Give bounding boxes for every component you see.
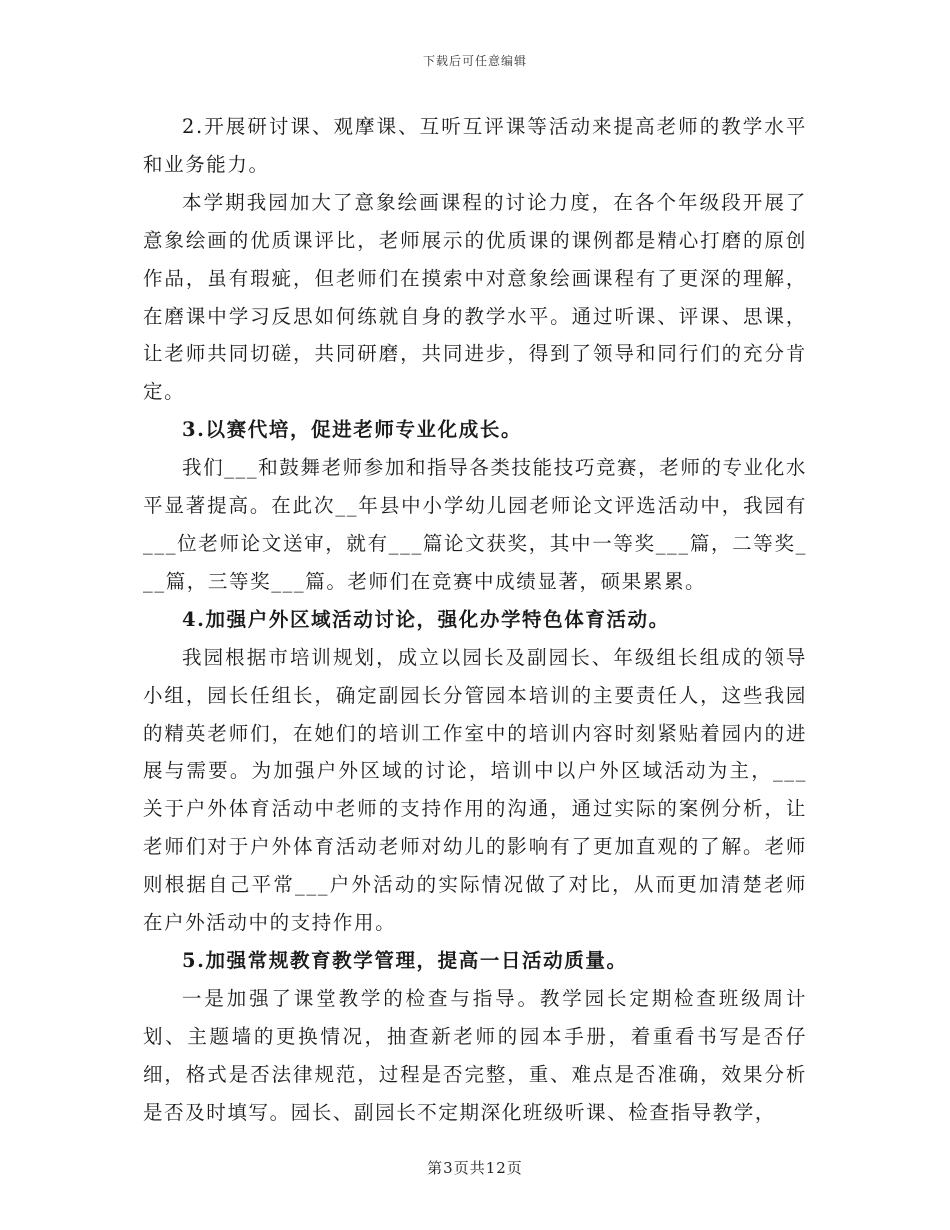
section-4-heading: 4.加强户外区域活动讨论，强化办学特色体育活动。 — [182, 607, 670, 631]
section-3-heading: 3.以赛代培，促进老师专业化成长。 — [182, 418, 523, 442]
section-2-body: 本学期我园加大了意象绘画课程的讨论力度，在各个年级段开展了意象绘画的优质课评比，老师展示的优质课的课例都是精心打磨的原创作品，虽有瑕疵，但老师们在摸索中对意象绘画课程有了更深的理解，在磨课中学习反思如何练就自身的教学水平。通过听课、评课、思课，让老师共同切磋，共同研磨，共同进步，得到了领导和同行们的充分肯定。 — [143, 190, 807, 404]
page-header-note: 下载后可任意编辑 — [422, 54, 527, 68]
section-5-heading: 5.加强常规教育教学管理，提高一日活动质量。 — [182, 948, 628, 972]
section-3-body: 我们___和鼓舞老师参加和指导各类技能技巧竞赛，老师的专业化水平显著提高。在此次__年县中小学幼儿园老师论文评选活动中，我园有___位老师论文送审，就有___篇论文获奖，其中一等奖___篇，二等奖___篇，三等奖___篇。老师们在竞赛中成绩显著，硕果累累。 — [143, 456, 807, 593]
document-body — [143, 108, 807, 1131]
section-5-body: 一是加强了课堂教学的检查与指导。教学园长定期检查班级周计划、主题墙的更换情况，抽查新老师的园本手册，着重看书写是否仔细，格式是否法律规范，过程是否完整，重、难点是否准确，效果分析是否及时填写。园长、副园长不定期深化班级听课、检查指导教学， — [143, 986, 807, 1124]
section-2-heading: 2.开展研讨课、观摩课、互听互评课等活动来提高老师的教学水平和业务能力。 — [143, 115, 807, 176]
page-number-footer: 第3页共12页 — [427, 1159, 523, 1177]
section-4-body: 我园根据市培训规划，成立以园长及副园长、年级组长组成的领导小组，园长任组长，确定副园长分管园本培训的主要责任人，这些我园的精英老师们，在她们的培训工作室中的培训内容时刻紧贴着园内的进展与需要。为加强户外区域的讨论，培训中以户外区域活动为主，___关于户外体育活动中老师的支持作用的沟通，通过实际的案例分析，让老师们对于户外体育活动老师对幼儿的影响有了更加直观的了解。老师则根据自己平常___户外活动的实际情况做了对比，从而更加清楚老师在户外活动中的支持作用。 — [143, 645, 807, 935]
